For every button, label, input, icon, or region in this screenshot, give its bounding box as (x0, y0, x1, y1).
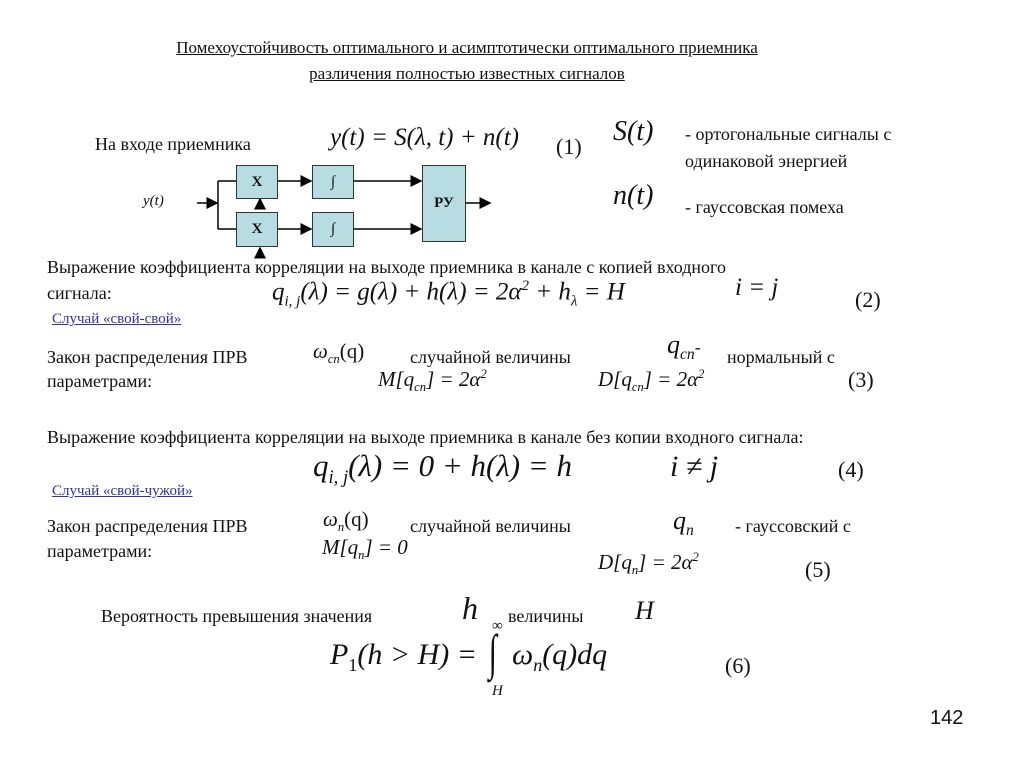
prob-label: Вероятность превышения значения (101, 606, 373, 626)
diagram-input-label: y(t) (143, 193, 164, 209)
f-part: (q) (344, 507, 369, 531)
f-part: (h > H) = (357, 638, 477, 671)
f-part: M[q (322, 535, 359, 559)
corr1-line1: Выражение коэффициента корреляции на выходе приемника в канале с копией входного (47, 257, 726, 277)
f-part: (t) = S( (341, 124, 415, 151)
eq-number-3: (3) (848, 367, 874, 392)
f-part: , t) + n(t) (425, 124, 519, 151)
law1-params: параметрами: (47, 371, 153, 391)
f-part: 2 (698, 367, 705, 381)
signal-s: S(t) (613, 116, 654, 147)
f-part: ω (313, 339, 328, 363)
prob-H: H (635, 596, 654, 625)
law2-mean (322, 535, 408, 563)
f-part: n (337, 520, 345, 535)
f-part: M[q (378, 367, 415, 391)
f-part: λ (414, 124, 426, 151)
formula-6-right (512, 638, 607, 676)
f-part: сп (327, 352, 340, 367)
condition-2: i = j (735, 274, 779, 301)
f-part: q (673, 506, 686, 535)
case-own-foreign-link[interactable]: Случай «свой-чужой» (52, 483, 193, 499)
slide-title-line2: различения полностью известных сигналов (309, 64, 625, 83)
eq-number-4: (4) (838, 457, 864, 482)
law2-variance (598, 550, 699, 578)
decision-device-box: РУ (422, 165, 466, 242)
law1-label: Закон распределения ПРВ (47, 347, 248, 367)
eq-number-5: (5) (805, 557, 831, 582)
noise-n: n(t) (613, 180, 654, 211)
case-own-own-link[interactable]: Случай «свой-свой» (52, 311, 182, 327)
f-part: ] = 0 (364, 535, 408, 559)
noise-desc: - гауссовская помеха (685, 197, 844, 217)
f-part: y (330, 124, 342, 151)
formula-6-left (330, 638, 477, 676)
f-part: i, j (284, 293, 301, 310)
law1-q (667, 330, 701, 364)
f-part: n (358, 548, 365, 563)
integrator-box-2: ∫ (312, 212, 354, 247)
integral-upper: ∞ (492, 618, 503, 634)
f-part: сп (414, 380, 427, 395)
f-part: ω (512, 638, 534, 671)
f-part: q (313, 448, 329, 483)
integral-lower: H (492, 683, 503, 699)
f-part: λ (570, 293, 578, 310)
f-part: q (272, 278, 285, 306)
f-part: ] = 2α (643, 367, 699, 391)
corr2-line1: Выражение коэффициента корреляции на выходе приемника в канале без копии входного сигнала: (47, 427, 804, 447)
f-part: сп (631, 380, 644, 395)
law1-rv: случайной величины (410, 347, 571, 367)
law2-pdf (323, 507, 369, 535)
f-part: ω (323, 507, 338, 531)
page-number: 142 (930, 707, 964, 729)
law2-rv: случайной величины (410, 516, 571, 536)
f-part: (q)dq (542, 638, 608, 671)
prob-h: h (462, 590, 478, 626)
multiplier-box-2: X (236, 212, 278, 247)
condition-4: i ≠ j (670, 450, 719, 483)
integral-sign: ∫ (488, 624, 497, 680)
law2-q (673, 506, 694, 540)
f-part: 2 (521, 278, 530, 294)
input-label: На входе приемника (95, 134, 251, 154)
signal-s-desc2: одинаковой энергией (685, 151, 848, 171)
f-part: - (694, 337, 701, 357)
law2-label: Закон распределения ПРВ (47, 516, 248, 536)
multiplier-box-1: X (236, 165, 278, 199)
f-part: ] = 2α (426, 367, 481, 391)
corr1-line2: сигнала: (47, 283, 112, 303)
slide-title-line1: Помехоустойчивость оптимального и асимптотически оптимального приемника (176, 38, 758, 57)
law1-pdf (313, 339, 364, 367)
f-part: P (330, 638, 349, 671)
law1-variance (598, 367, 704, 395)
f-part: D[q (598, 367, 632, 391)
f-part: n (533, 655, 543, 675)
law2-params: параметрами: (47, 541, 153, 561)
formula-4 (313, 448, 572, 489)
f-part: сп (680, 346, 695, 364)
eq-number-2: (2) (855, 287, 881, 312)
f-part: i, j (328, 467, 349, 489)
law2-desc: - гауссовский с (735, 516, 851, 536)
f-part: ] = 2α (638, 550, 693, 574)
prob-mid: величины (508, 606, 584, 626)
f-part: 1 (348, 655, 358, 675)
f-part: (λ) = g(λ) + h(λ) = 2α (300, 278, 522, 306)
formula-2 (272, 278, 625, 310)
f-part: (λ) = 0 + h(λ) = h (348, 448, 573, 483)
integrator-box-1: ∫ (312, 165, 354, 199)
law1-desc: нормальный с (727, 347, 835, 367)
eq-number-6: (6) (725, 653, 751, 678)
f-part: 2 (692, 550, 699, 564)
law1-mean (378, 367, 487, 395)
f-part: = H (577, 278, 625, 306)
f-part: D[q (598, 550, 632, 574)
f-part: + h (529, 278, 571, 306)
eq-number-1: (1) (556, 134, 582, 159)
f-part: n (631, 563, 639, 578)
signal-s-desc1: - ортогональные сигналы с (685, 124, 892, 144)
f-part: 2 (480, 367, 487, 381)
f-part: q (667, 330, 680, 359)
f-part: n (686, 522, 694, 540)
f-part: (q) (339, 339, 365, 363)
